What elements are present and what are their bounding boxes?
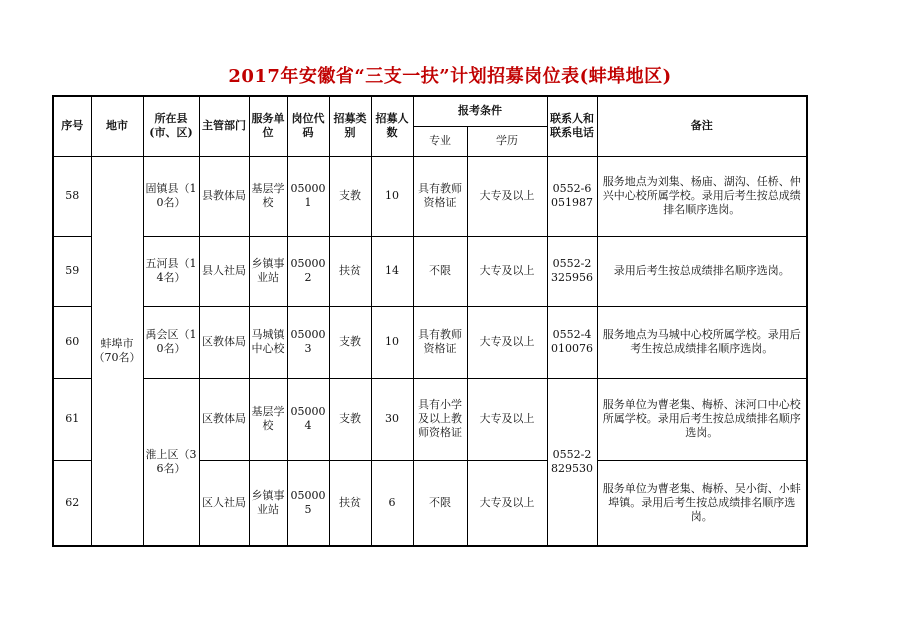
cell-county: 五河县（14名） [143,236,199,306]
cell-seq: 61 [53,378,91,460]
cell-count: 6 [371,460,413,546]
cell-major: 不限 [413,460,467,546]
cell-major: 具有教师资格证 [413,306,467,378]
cell-seq: 59 [53,236,91,306]
table-row [53,236,807,306]
cell-seq: 62 [53,460,91,546]
cell-education: 大专及以上 [467,306,547,378]
header-dept: 主管部门 [199,96,249,156]
cell-county: 禹会区（10名） [143,306,199,378]
header-seq: 序号 [53,96,91,156]
cell-remark: 录用后考生按总成绩排名顺序选岗。 [597,236,807,306]
header-city: 地市 [91,96,143,156]
header-count: 招募人数 [371,96,413,156]
cell-seq: 60 [53,306,91,378]
cell-unit: 马城镇中心校 [249,306,287,378]
cell-education: 大专及以上 [467,236,547,306]
header-contact: 联系人和联系电话 [547,96,597,156]
cell-code: 050003 [287,306,329,378]
cell-category: 支教 [329,306,371,378]
cell-education: 大专及以上 [467,378,547,460]
cell-unit: 基层学校 [249,156,287,236]
cell-code: 050004 [287,378,329,460]
cell-remark: 服务地点为马城中心校所属学校。录用后考生按总成绩排名顺序选岗。 [597,306,807,378]
cell-dept: 县教体局 [199,156,249,236]
cell-contact: 0552-4010076 [547,306,597,378]
header-category: 招募类别 [329,96,371,156]
cell-dept: 县人社局 [199,236,249,306]
cell-count: 10 [371,156,413,236]
cell-county: 淮上区（36名） [143,378,199,546]
cell-major: 具有小学及以上教师资格证 [413,378,467,460]
cell-education: 大专及以上 [467,460,547,546]
cell-contact: 0552-2829530 [547,378,597,546]
cell-unit: 乡镇事业站 [249,236,287,306]
cell-category: 支教 [329,156,371,236]
cell-contact: 0552-2325956 [547,236,597,306]
cell-remark: 服务单位为曹老集、梅桥、沫河口中心校所属学校。录用后考生按总成绩排名顺序选岗。 [597,378,807,460]
cell-code: 050001 [287,156,329,236]
table-row [53,156,807,236]
cell-major: 不限 [413,236,467,306]
header-county: 所在县(市、区) [143,96,199,156]
cell-dept: 区教体局 [199,378,249,460]
cell-major: 具有教师资格证 [413,156,467,236]
cell-remark: 服务单位为曹老集、梅桥、吴小街、小蚌埠镇。录用后考生按总成绩排名顺序选岗。 [597,460,807,546]
header-major: 专业 [413,126,467,156]
header-remark: 备注 [597,96,807,156]
cell-category: 扶贫 [329,236,371,306]
cell-seq: 58 [53,156,91,236]
header-unit: 服务单位 [249,96,287,156]
cell-category: 支教 [329,378,371,460]
recruitment-table [52,95,808,547]
cell-county: 固镇县（10名） [143,156,199,236]
cell-dept: 区人社局 [199,460,249,546]
cell-dept: 区教体局 [199,306,249,378]
cell-contact: 0552-6051987 [547,156,597,236]
cell-city: 蚌埠市（70名） [91,156,143,546]
header-education: 学历 [467,126,547,156]
page-title: 2017年安徽省“三支一扶”计划招募岗位表(蚌埠地区) [228,66,672,87]
table-row [53,378,807,460]
header-conditions: 报考条件 [413,96,547,126]
cell-count: 14 [371,236,413,306]
table-row [53,306,807,378]
cell-remark: 服务地点为刘集、杨庙、湖沟、任桥、仲兴中心校所属学校。录用后考生按总成绩排名顺序选岗。 [597,156,807,236]
header-row [53,96,807,126]
cell-code: 050002 [287,236,329,306]
cell-unit: 基层学校 [249,378,287,460]
cell-unit: 乡镇事业站 [249,460,287,546]
cell-code: 050005 [287,460,329,546]
cell-category: 扶贫 [329,460,371,546]
cell-count: 30 [371,378,413,460]
header-code: 岗位代码 [287,96,329,156]
cell-education: 大专及以上 [467,156,547,236]
cell-count: 10 [371,306,413,378]
